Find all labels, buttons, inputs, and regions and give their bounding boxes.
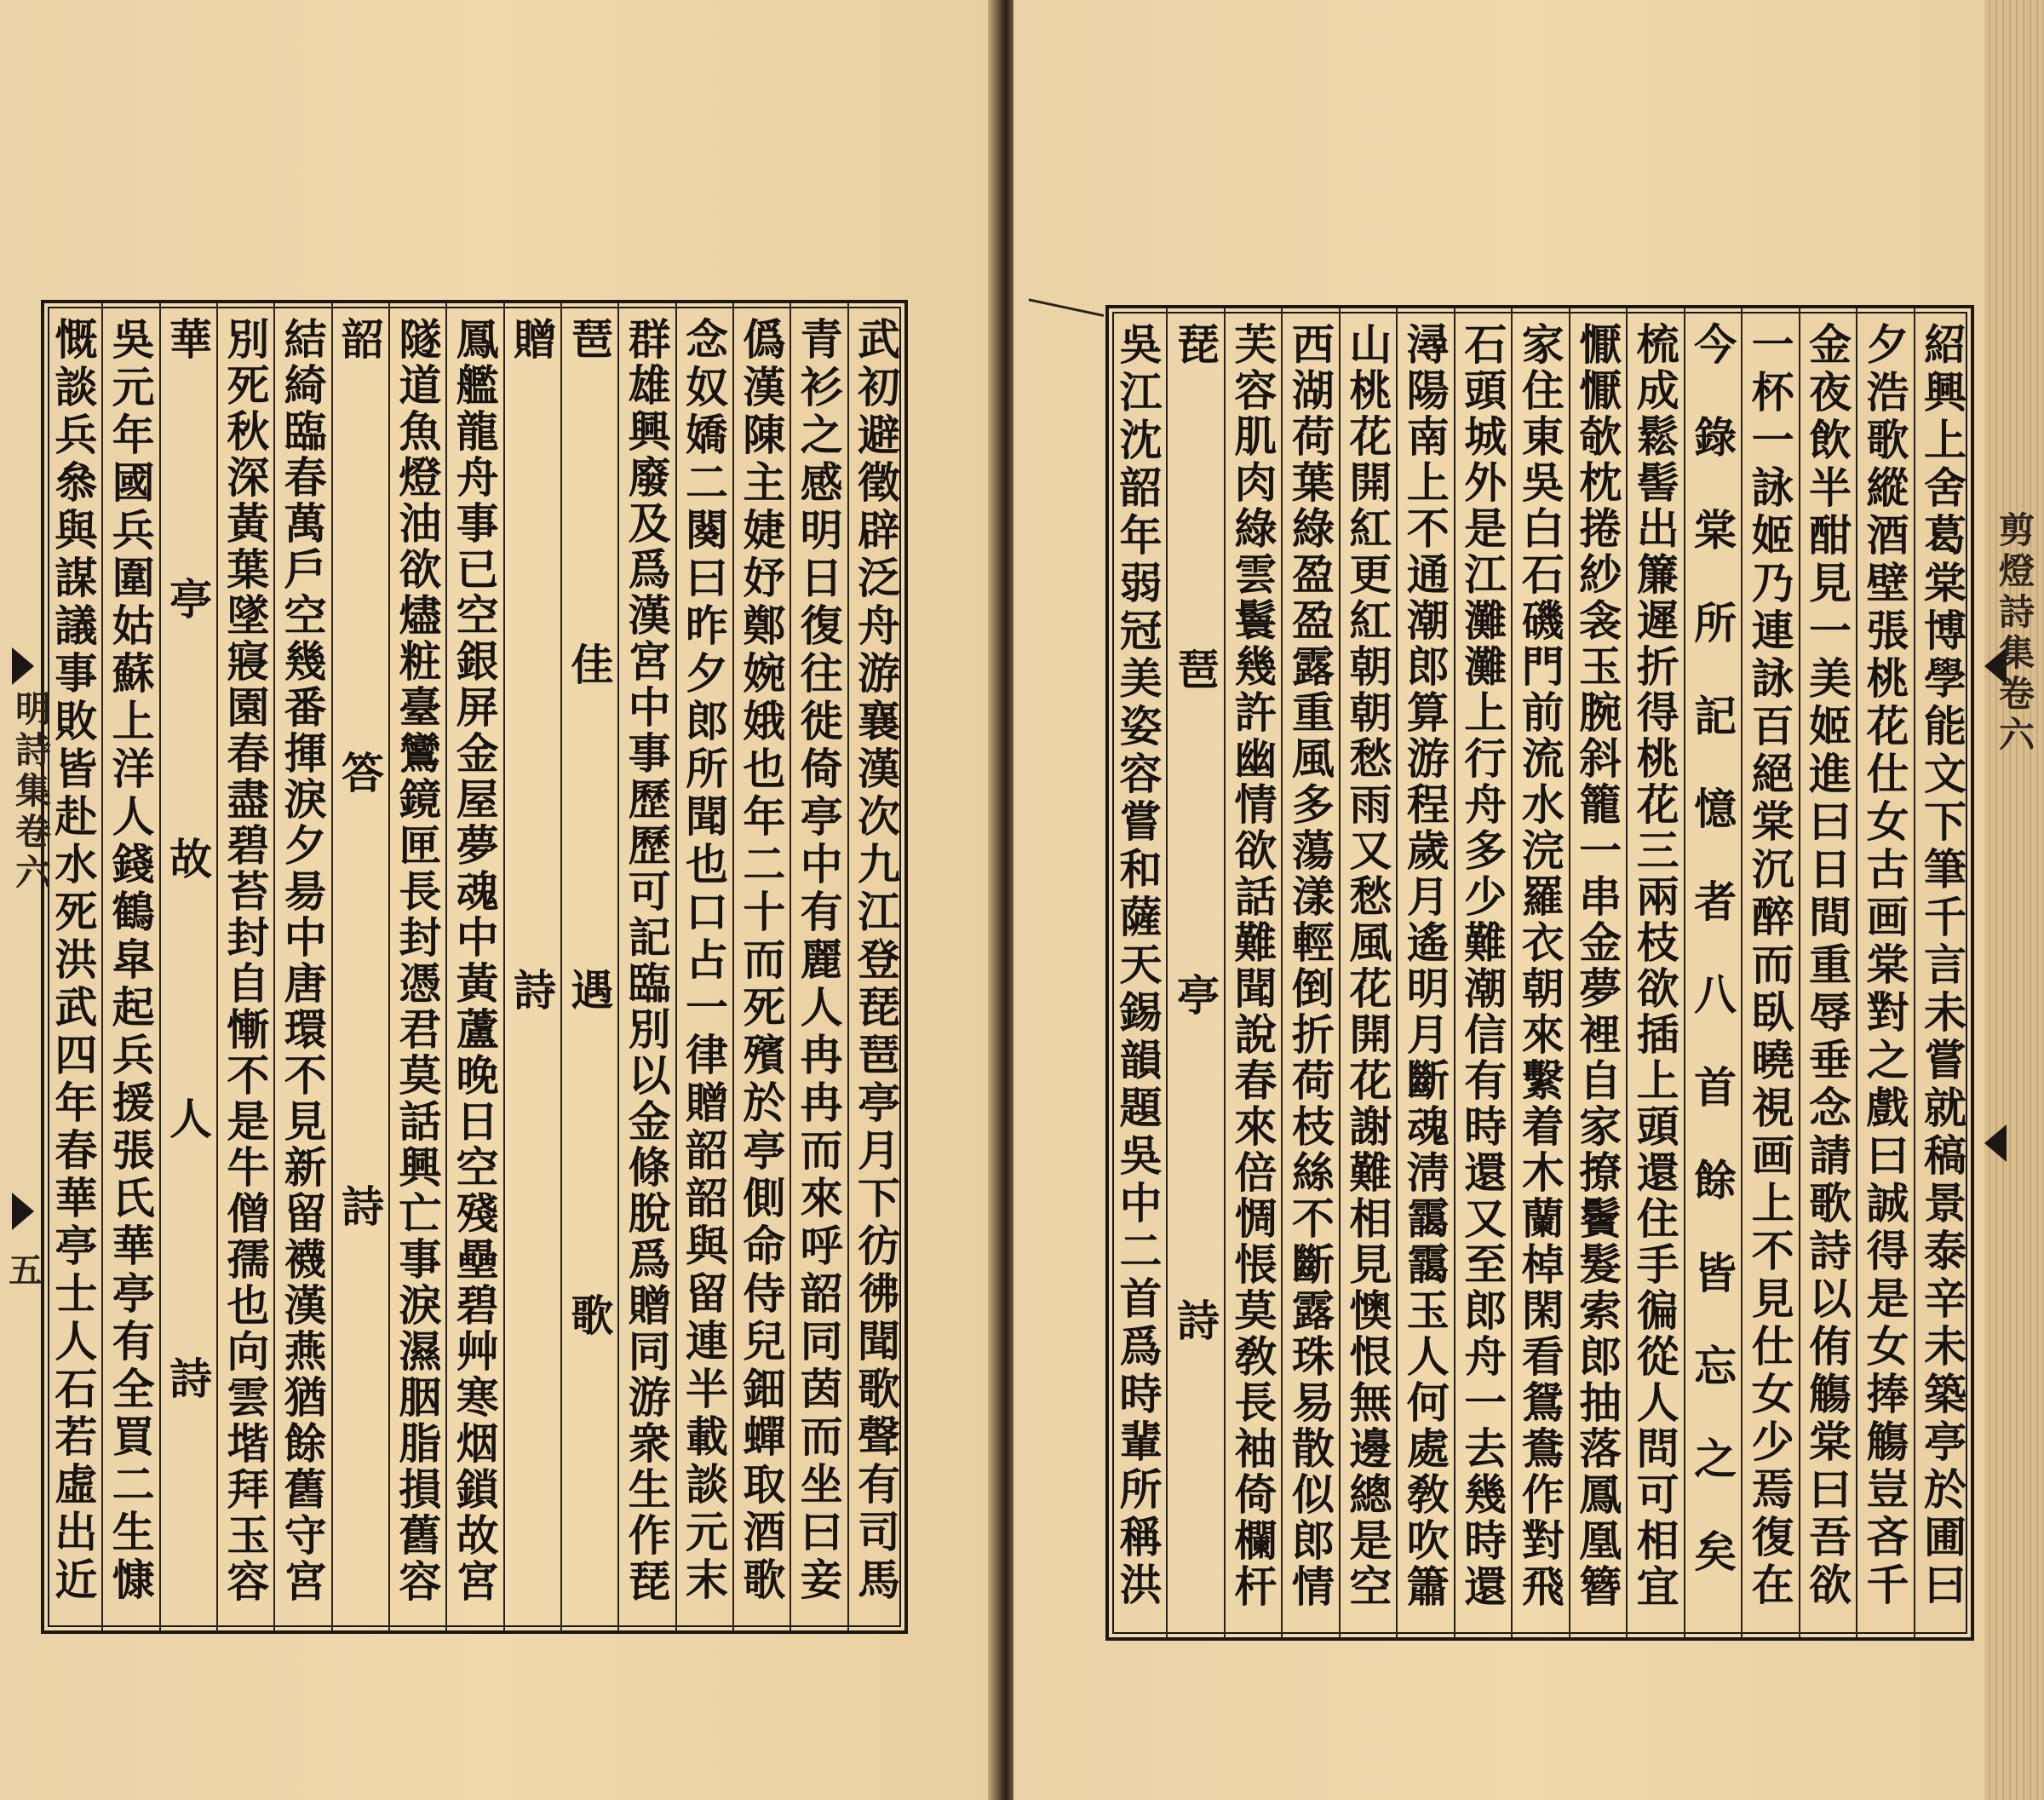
fish-tail-icon xyxy=(1984,1124,2007,1162)
text-column: 青衫之感明日復往徙倚亭中有麗人冉冉而來呼韶同茵而坐曰妾 xyxy=(793,317,844,1605)
text-column: 夕浩歌縱酒壁張桃花仕女古画棠對之戲曰誠得是女捧觴豈吝千 xyxy=(1859,322,1910,1610)
fish-tail-icon xyxy=(12,1193,34,1230)
text-column: 琵琶亭詩 xyxy=(1169,322,1220,1624)
text-column: 懨懨欹枕捲紗衾玉腕斜籠一串金夢裡自家撩鬢髮索郎抽落鳳凰簪 xyxy=(1572,322,1623,1610)
text-column: 潯陽南上不通潮郎算游程歲月遙明月斷魂淸靄靄玉人何處敎吹簫 xyxy=(1399,322,1450,1610)
text-column: 華亭故人詩 xyxy=(162,317,213,1616)
text-column: 念奴嬌二闋曰昨夕郎所聞也口占一律贈韶韶與留連半載談元末 xyxy=(678,317,729,1605)
text-column: 鳳艦龍舟事已空銀屏金屋夢魂中黃蘆晚日空殘壘碧艸寒烟鎖故宮 xyxy=(449,317,500,1605)
text-column: 一杯一詠姬乃連詠百絕棠沉醉而臥曉視画上不見仕女少焉復在 xyxy=(1744,322,1795,1610)
text-column: 芙容肌肉綠雲鬟幾許幽情欲話難聞說春來倍惆悵莫敎長袖倚欄杆 xyxy=(1227,322,1278,1610)
right-text-frame xyxy=(1105,305,1974,1641)
text-column: 梳成鬆髻出簾遲折得桃花三兩枝欲插上頭還住手徧從人問可相宜 xyxy=(1629,322,1680,1610)
text-column: 金夜飲半酣見一美姬進曰日間重辱垂念請歌詩以侑觴棠曰吾欲 xyxy=(1802,322,1853,1610)
text-column: 韶答詩 xyxy=(334,317,385,1618)
text-column: 紹興上舍葛棠博學能文下筆千言未嘗就稿景泰辛未築亭於圃曰 xyxy=(1916,322,1967,1610)
text-column: 慨談兵叅與謀議事敗皆赴水死洪武四年春華亭士人石若虛出近 xyxy=(48,317,99,1605)
text-column: 山桃花開紅更紅朝朝愁雨又愁風花開花謝難相見懊恨無邊總是空 xyxy=(1342,322,1393,1610)
left-text-frame xyxy=(41,300,908,1634)
text-column: 吳江沈韶年弱冠美姿容嘗和薩天錫韻題吳中二首爲時輩所稱洪 xyxy=(1112,322,1163,1610)
text-column: 群雄興廢及爲漢宮中事歷歷可記臨別以金條脫爲贈同游衆生作琵 xyxy=(621,317,672,1605)
text-column: 贈詩 xyxy=(506,317,557,1619)
text-column: 別死秋深黃葉墜寢園春盡碧苔封自慚不是牛僧孺也向雲堦拜玉容 xyxy=(220,317,271,1605)
text-column: 今錄棠所記憶者八首餘皆忘之矣 xyxy=(1687,322,1738,1622)
text-column: 西湖荷葉綠盈盈露重風多蕩漾輕倒折荷枝絲不斷露珠易散似郎情 xyxy=(1284,322,1335,1610)
text-column: 琶佳遇歌 xyxy=(564,317,615,1619)
text-column: 僞漢陳主婕妤鄭婉娥也年二十而死殯於亭側命侍兒鈿蟬取酒歌 xyxy=(736,317,787,1605)
text-column: 吳元年國兵圍姑蘇上洋人錢鶴皐起兵援張氏華亭有全買二生慷 xyxy=(105,317,156,1605)
page-edges xyxy=(1984,0,2044,1800)
left-banxin-volume: 明詩集卷六 xyxy=(10,690,52,894)
text-column: 家住東吳白石磯門前流水浣羅衣朝來繫着木蘭棹閑看鴛鴦作對飛 xyxy=(1514,322,1565,1610)
text-column: 結綺臨春萬戶空幾番揮淚夕昜中唐環不見新留襪漢燕猶餘舊守宮 xyxy=(277,317,328,1605)
page-number: 五 xyxy=(9,1251,43,1291)
text-column: 武初避徵辟泛舟游襄漢次九江登琵琶亭月下彷彿聞歌聲有司馬 xyxy=(850,317,901,1605)
text-column: 隧道魚燈油欲燼粧臺鸞鏡匣長封憑君莫話興亡事淚濕胭脂損舊容 xyxy=(392,317,443,1605)
text-column: 石頭城外是江灘灘上行舟多少難潮信有時還又至郎舟一去幾時還 xyxy=(1457,322,1508,1610)
fish-tail-icon xyxy=(12,647,34,685)
right-banxin-title: 剪燈詩集卷六 xyxy=(1994,511,2035,756)
